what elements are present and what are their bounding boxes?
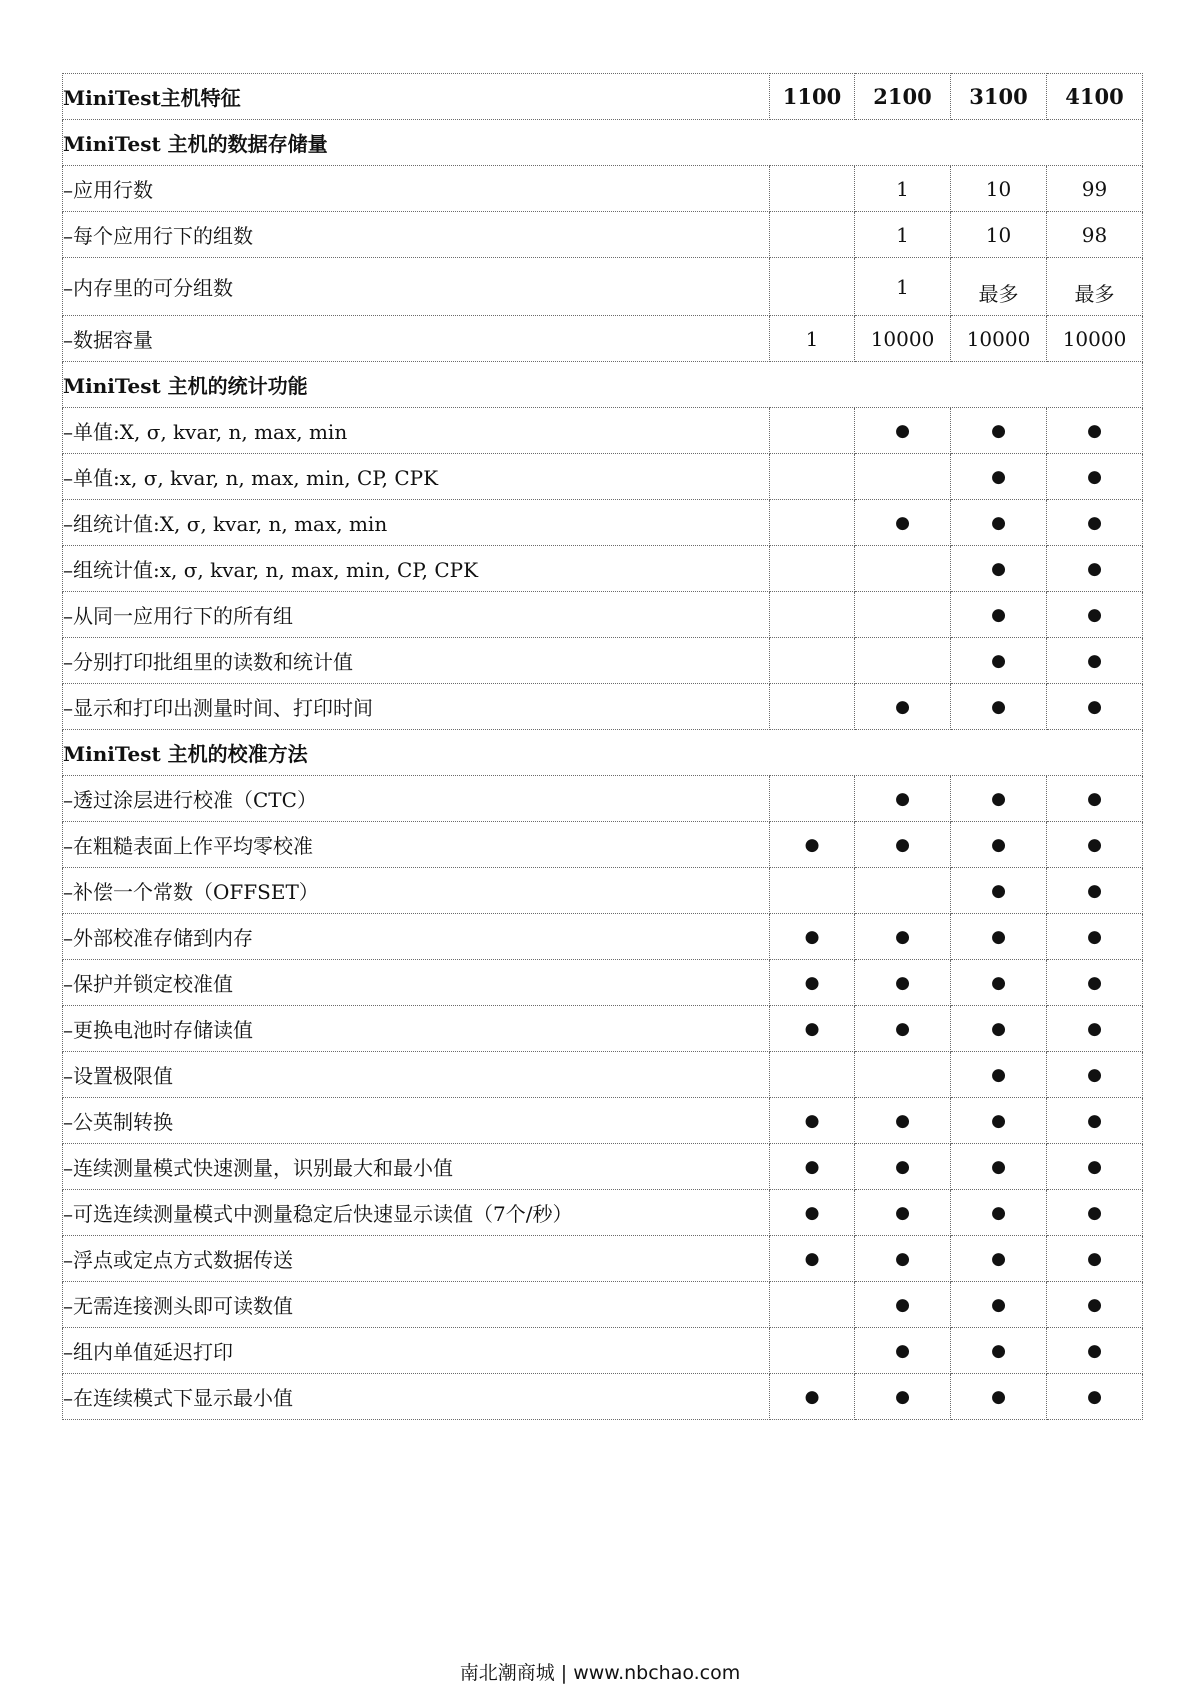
- table-row: [63, 1144, 1143, 1190]
- feature-label: –单值:x, σ, kvar, n, max, min, CP, CPK: [63, 454, 770, 500]
- feature-supported-dot: ●: [951, 1190, 1047, 1236]
- table-row: [63, 592, 1143, 638]
- table-row: [63, 1052, 1143, 1098]
- feature-supported-dot: ●: [855, 684, 951, 730]
- feature-supported-dot: ●: [951, 960, 1047, 1006]
- table-header-row: [63, 74, 1143, 120]
- feature-supported-dot: ●: [855, 1236, 951, 1282]
- feature-label: –更换电池时存储读值: [63, 1006, 770, 1052]
- feature-supported-dot: ●: [951, 868, 1047, 914]
- spec-table: [62, 73, 1143, 1420]
- page-footer: 南北潮商城 | www.nbchao.com: [459, 1662, 741, 1684]
- feature-supported-dot: ●: [951, 500, 1047, 546]
- value-cell: [770, 546, 855, 592]
- feature-supported-dot: ●: [855, 776, 951, 822]
- feature-supported-dot: ●: [855, 1190, 951, 1236]
- table-row: [63, 454, 1143, 500]
- value-cell: [855, 1052, 951, 1098]
- value-cell: 1: [770, 316, 855, 362]
- table-row: [63, 1236, 1143, 1282]
- table-row: [63, 1190, 1143, 1236]
- feature-label: –补偿一个常数（OFFSET）: [63, 868, 770, 914]
- value-cell: [770, 638, 855, 684]
- feature-label: –在粗糙表面上作平均零校准: [63, 822, 770, 868]
- feature-supported-dot: ●: [951, 1098, 1047, 1144]
- feature-supported-dot: ●: [951, 408, 1047, 454]
- value-cell: [855, 592, 951, 638]
- feature-supported-dot: ●: [951, 684, 1047, 730]
- feature-supported-dot: ●: [951, 914, 1047, 960]
- feature-supported-dot: ●: [770, 1006, 855, 1052]
- table-row: [63, 776, 1143, 822]
- table-row: [63, 258, 1143, 316]
- feature-supported-dot: ●: [1047, 500, 1143, 546]
- feature-supported-dot: ●: [770, 822, 855, 868]
- feature-supported-dot: ●: [951, 1144, 1047, 1190]
- feature-supported-dot: ●: [951, 546, 1047, 592]
- table-row: [63, 868, 1143, 914]
- feature-supported-dot: ●: [1047, 684, 1143, 730]
- value-cell: [770, 868, 855, 914]
- value-cell: [770, 1282, 855, 1328]
- value-cell: [855, 638, 951, 684]
- feature-supported-dot: ●: [855, 1282, 951, 1328]
- value-cell: [855, 546, 951, 592]
- feature-label: –从同一应用行下的所有组: [63, 592, 770, 638]
- feature-label: –公英制转换: [63, 1098, 770, 1144]
- value-cell: [770, 1052, 855, 1098]
- feature-supported-dot: ●: [951, 1006, 1047, 1052]
- feature-supported-dot: ●: [770, 960, 855, 1006]
- feature-supported-dot: ●: [855, 1144, 951, 1190]
- value-cell: 10000: [1047, 316, 1143, 362]
- feature-supported-dot: ●: [855, 914, 951, 960]
- table-row: [63, 1374, 1143, 1420]
- feature-label: –在连续模式下显示最小值: [63, 1374, 770, 1420]
- feature-supported-dot: ●: [855, 1328, 951, 1374]
- section-title: MiniTest 主机的统计功能: [63, 362, 1143, 408]
- table-row: [63, 1098, 1143, 1144]
- feature-label: –数据容量: [63, 316, 770, 362]
- table-row: [63, 500, 1143, 546]
- value-cell: [770, 166, 855, 212]
- model-column-3100: 3100: [951, 74, 1047, 120]
- feature-label: –保护并锁定校准值: [63, 960, 770, 1006]
- feature-label: –每个应用行下的组数: [63, 212, 770, 258]
- feature-label: –内存里的可分组数: [63, 258, 770, 316]
- value-cell: [770, 258, 855, 316]
- table-row: [63, 960, 1143, 1006]
- table-row: [63, 684, 1143, 730]
- feature-supported-dot: ●: [951, 454, 1047, 500]
- feature-supported-dot: ●: [855, 408, 951, 454]
- feature-supported-dot: ●: [1047, 592, 1143, 638]
- feature-supported-dot: ●: [1047, 822, 1143, 868]
- feature-supported-dot: ●: [1047, 1282, 1143, 1328]
- value-cell: 10: [951, 212, 1047, 258]
- feature-label: –组内单值延迟打印: [63, 1328, 770, 1374]
- value-cell: [770, 212, 855, 258]
- feature-supported-dot: ●: [951, 638, 1047, 684]
- value-cell: [770, 1328, 855, 1374]
- feature-label: –外部校准存储到内存: [63, 914, 770, 960]
- table-row: [63, 822, 1143, 868]
- section-title: MiniTest 主机的数据存储量: [63, 120, 1143, 166]
- feature-supported-dot: ●: [1047, 408, 1143, 454]
- value-cell: [770, 408, 855, 454]
- feature-supported-dot: ●: [1047, 454, 1143, 500]
- feature-supported-dot: ●: [951, 776, 1047, 822]
- feature-supported-dot: ●: [951, 1282, 1047, 1328]
- feature-label: –设置极限值: [63, 1052, 770, 1098]
- value-cell: 1: [855, 258, 951, 316]
- feature-supported-dot: ●: [951, 1236, 1047, 1282]
- table-row: [63, 1006, 1143, 1052]
- table-row: [63, 1282, 1143, 1328]
- feature-label: –单值:X, σ, kvar, n, max, min: [63, 408, 770, 454]
- feature-supported-dot: ●: [855, 822, 951, 868]
- spec-document: [62, 73, 1142, 1420]
- value-cell: [855, 454, 951, 500]
- feature-supported-dot: ●: [951, 822, 1047, 868]
- feature-label: –无需连接测头即可读数值: [63, 1282, 770, 1328]
- feature-label: –浮点或定点方式数据传送: [63, 1236, 770, 1282]
- feature-supported-dot: ●: [1047, 1098, 1143, 1144]
- feature-supported-dot: ●: [951, 1374, 1047, 1420]
- value-cell: [855, 868, 951, 914]
- table-row: [63, 316, 1143, 362]
- feature-supported-dot: ●: [770, 914, 855, 960]
- section-header-row: [63, 730, 1143, 776]
- feature-supported-dot: ●: [855, 500, 951, 546]
- model-column-2100: 2100: [855, 74, 951, 120]
- value-cell: [770, 684, 855, 730]
- feature-supported-dot: ●: [770, 1190, 855, 1236]
- feature-label: –显示和打印出测量时间、打印时间: [63, 684, 770, 730]
- value-cell: 1: [855, 166, 951, 212]
- feature-supported-dot: ●: [1047, 1144, 1143, 1190]
- value-cell: 10: [951, 166, 1047, 212]
- feature-supported-dot: ●: [951, 1052, 1047, 1098]
- feature-label: –透过涂层进行校准（CTC）: [63, 776, 770, 822]
- value-cell: 98: [1047, 212, 1143, 258]
- value-cell: 10000: [855, 316, 951, 362]
- value-cell: 99: [1047, 166, 1143, 212]
- feature-supported-dot: ●: [1047, 638, 1143, 684]
- feature-label: –可选连续测量模式中测量稳定后快速显示读值（7个/秒）: [63, 1190, 770, 1236]
- feature-supported-dot: ●: [1047, 960, 1143, 1006]
- feature-supported-dot: ●: [855, 960, 951, 1006]
- value-cell: 1: [855, 212, 951, 258]
- feature-supported-dot: ●: [770, 1374, 855, 1420]
- feature-label: –组统计值:X, σ, kvar, n, max, min: [63, 500, 770, 546]
- table-row: [63, 1328, 1143, 1374]
- spec-table-body: [63, 74, 1143, 1420]
- feature-label: –应用行数: [63, 166, 770, 212]
- feature-supported-dot: ●: [1047, 1190, 1143, 1236]
- feature-supported-dot: ●: [1047, 1236, 1143, 1282]
- feature-supported-dot: ●: [951, 592, 1047, 638]
- feature-supported-dot: ●: [770, 1144, 855, 1190]
- value-cell: [770, 776, 855, 822]
- feature-supported-dot: ●: [770, 1236, 855, 1282]
- table-row: [63, 914, 1143, 960]
- value-cell: [770, 592, 855, 638]
- table-row: [63, 546, 1143, 592]
- value-cell: 10000: [951, 316, 1047, 362]
- value-cell: [770, 500, 855, 546]
- value-cell: 最多: [1047, 258, 1143, 316]
- model-column-4100: 4100: [1047, 74, 1143, 120]
- feature-supported-dot: ●: [770, 1098, 855, 1144]
- value-cell: 最多: [951, 258, 1047, 316]
- feature-supported-dot: ●: [1047, 546, 1143, 592]
- feature-label: –分别打印批组里的读数和统计值: [63, 638, 770, 684]
- section-header-row: [63, 120, 1143, 166]
- feature-supported-dot: ●: [1047, 776, 1143, 822]
- feature-label: –组统计值:x, σ, kvar, n, max, min, CP, CPK: [63, 546, 770, 592]
- section-title: MiniTest 主机的校准方法: [63, 730, 1143, 776]
- model-column-1100: 1100: [770, 74, 855, 120]
- feature-supported-dot: ●: [1047, 1374, 1143, 1420]
- feature-supported-dot: ●: [855, 1098, 951, 1144]
- section-header-row: [63, 362, 1143, 408]
- feature-supported-dot: ●: [1047, 868, 1143, 914]
- table-row: [63, 166, 1143, 212]
- feature-supported-dot: ●: [951, 1328, 1047, 1374]
- feature-supported-dot: ●: [1047, 1052, 1143, 1098]
- feature-supported-dot: ●: [1047, 914, 1143, 960]
- feature-supported-dot: ●: [1047, 1006, 1143, 1052]
- table-row: [63, 638, 1143, 684]
- feature-label: –连续测量模式快速测量，识别最大和最小值: [63, 1144, 770, 1190]
- table-row: [63, 408, 1143, 454]
- feature-supported-dot: ●: [1047, 1328, 1143, 1374]
- table-row: [63, 212, 1143, 258]
- feature-supported-dot: ●: [855, 1374, 951, 1420]
- value-cell: [770, 454, 855, 500]
- feature-supported-dot: ●: [855, 1006, 951, 1052]
- header-feature-label: MiniTest主机特征: [63, 74, 770, 120]
